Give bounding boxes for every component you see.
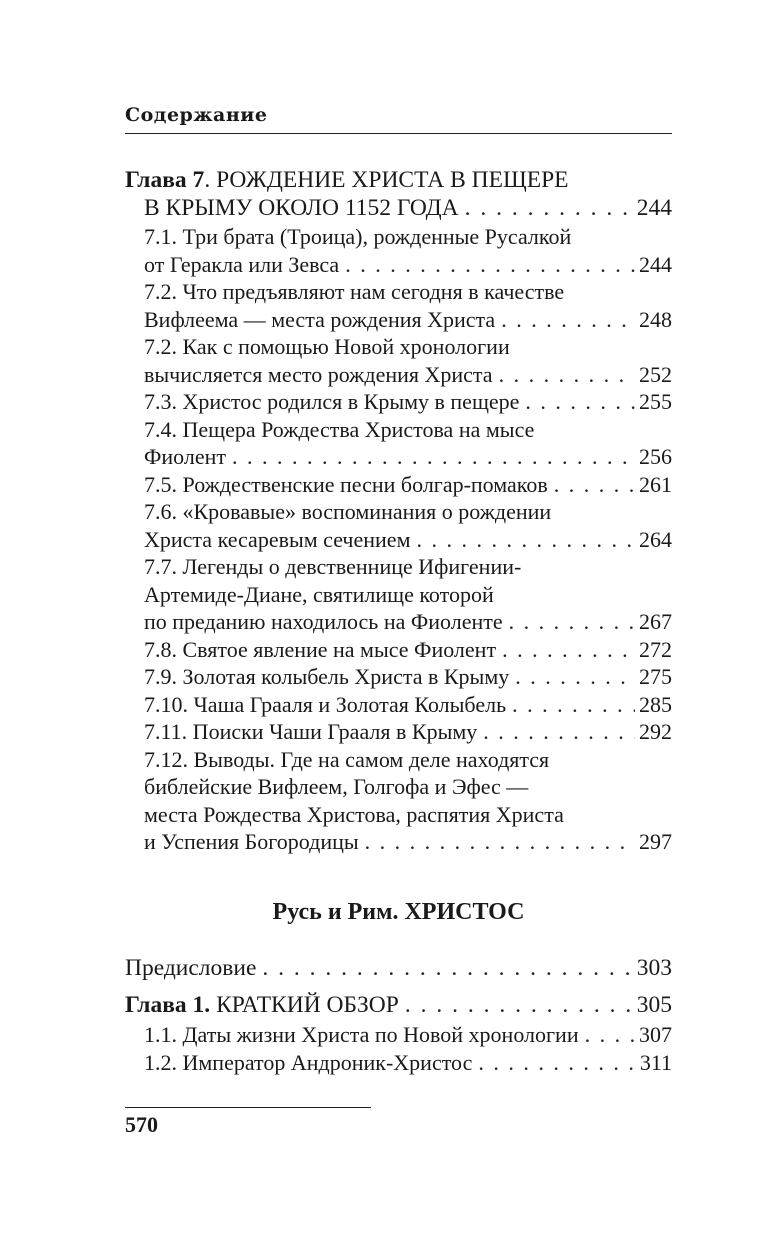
footer-rule [125, 1107, 371, 1108]
dot-leader [345, 250, 635, 280]
dot-leader [478, 1048, 635, 1078]
section-title: Русь и Рим. ХРИСТОС [272, 899, 525, 925]
page-ref: 303 [636, 955, 672, 981]
chapter-7-heading [125, 165, 672, 195]
toc-entry-7-4: 7.4. Пещера Рождества Христова на мысе [144, 417, 535, 442]
toc-entry-7-3: 7.3. Христос родился в Крыму в пещере . . . 255 [144, 387, 672, 417]
page-ref: 275 [639, 664, 672, 689]
page-ref: 292 [639, 719, 672, 744]
toc-entry-7-8: 7.8. Святое явление на мысе Фиолент . . . 272 [144, 635, 672, 665]
page-ref: 311 [639, 1050, 672, 1075]
dot-leader [465, 193, 633, 223]
chapter-7-heading-line2 [144, 193, 672, 223]
dot-leader [512, 690, 635, 720]
dot-leader [483, 717, 635, 747]
toc-entry-7-1-end: от Геракла или Зевса . . . 244 [144, 250, 672, 280]
page-ref: 255 [639, 389, 672, 414]
toc-entry-7-7-end: по преданию находилось на Фиоленте . . . 267 [144, 607, 672, 637]
dot-leader [501, 305, 635, 335]
dot-leader [525, 387, 635, 417]
chapter-7-label: Глава 7 [125, 167, 205, 193]
page-ref: 297 [639, 829, 672, 854]
toc-entry-7-2b: 7.2. Как с помощью Новой хронологии [144, 334, 510, 359]
page-ref: 244 [636, 195, 672, 221]
chapter-7-title-line2: В КРЫМУ ОКОЛО 1152 ГОДА [144, 195, 459, 221]
toc-entry-7-4-end: Фиолент . . . 256 [144, 442, 672, 472]
dot-leader [417, 525, 636, 555]
toc-entry-1-2: 1.2. Император Андроник-Христос . . . 311 [144, 1048, 672, 1078]
toc-preface: Предисловие . . . 303 [125, 953, 672, 983]
toc-entry-7-6-end: Христа кесаревым сечением . . . 264 [144, 525, 672, 555]
dot-leader [262, 953, 632, 983]
toc-entry-1-1: 1.1. Даты жизни Христа по Новой хронологии . . . 307 [144, 1020, 672, 1050]
toc-entry-7-6: 7.6. «Кровавые» воспоминания о рождении [144, 499, 552, 524]
toc-entry-7-11: 7.11. Поиски Чаши Грааля в Крыму . . . 292 [144, 717, 672, 747]
page-ref: 285 [639, 692, 672, 717]
toc-entry-7-10: 7.10. Чаша Грааля и Золотая Колыбель . . . 285 [144, 690, 672, 720]
toc-entry-7-7-line2: Артемиде-Диане, святилище которой [144, 582, 494, 607]
header-rule [125, 133, 672, 134]
dot-leader [515, 662, 635, 692]
page-ref: 272 [639, 637, 672, 662]
toc-entry-7-9: 7.9. Золотая колыбель Христа в Крыму . . . 275 [144, 662, 672, 692]
page-ref: 256 [639, 444, 672, 469]
page-ref: 248 [639, 307, 672, 332]
toc-entry-7-12-line3: места Рождества Христова, распятия Христа [144, 802, 564, 827]
toc-entry-7-7: 7.7. Легенды о девственнице Ифигении- [144, 554, 522, 579]
toc-entry-7-12-end: и Успения Богородицы . . . 297 [144, 827, 672, 857]
page-ref: 244 [639, 252, 672, 277]
page-number: 570 [125, 1112, 158, 1137]
chapter-1-label: Глава 1. [125, 992, 211, 1018]
page-ref: 261 [639, 472, 672, 497]
toc-entry-7-2a: 7.2. Что предъявляют нам сегодня в качестве [144, 279, 565, 304]
toc-entry-7-2b-end: вычисляется место рождения Христа . . . 252 [144, 360, 672, 390]
page-ref: 267 [639, 609, 672, 634]
toc-entry-7-1: 7.1. Три брата (Троица), рожденные Русалкой [144, 224, 572, 249]
dot-leader [509, 607, 635, 637]
dot-leader [585, 1020, 635, 1050]
chapter-7-title-line1: . РОЖДЕНИЕ ХРИСТА В ПЕЩЕРЕ [204, 167, 569, 193]
dot-leader [554, 470, 635, 500]
toc-entry-7-12: 7.12. Выводы. Где на самом деле находятся [144, 747, 550, 772]
dot-leader [232, 442, 635, 472]
toc-entry-7-12-line2: библейские Вифлеем, Голгофа и Эфес — [144, 774, 529, 799]
dot-leader [499, 360, 635, 390]
page-ref: 305 [636, 992, 672, 1018]
chapter-1-heading [125, 990, 672, 1020]
dot-leader [405, 990, 633, 1020]
dot-leader [365, 827, 635, 857]
chapter-1-title: КРАТКИЙ ОБЗОР [216, 992, 399, 1018]
toc-entry-7-2a-end: Вифлеема — места рождения Христа . . . 248 [144, 305, 672, 335]
page-ref: 264 [639, 527, 672, 552]
running-head: Содержание [125, 104, 268, 126]
page-ref: 307 [639, 1022, 672, 1047]
dot-leader [502, 635, 635, 665]
toc-entry-7-5: 7.5. Рождественские песни болгар-помаков . . . 261 [144, 470, 672, 500]
page-ref: 252 [639, 362, 672, 387]
